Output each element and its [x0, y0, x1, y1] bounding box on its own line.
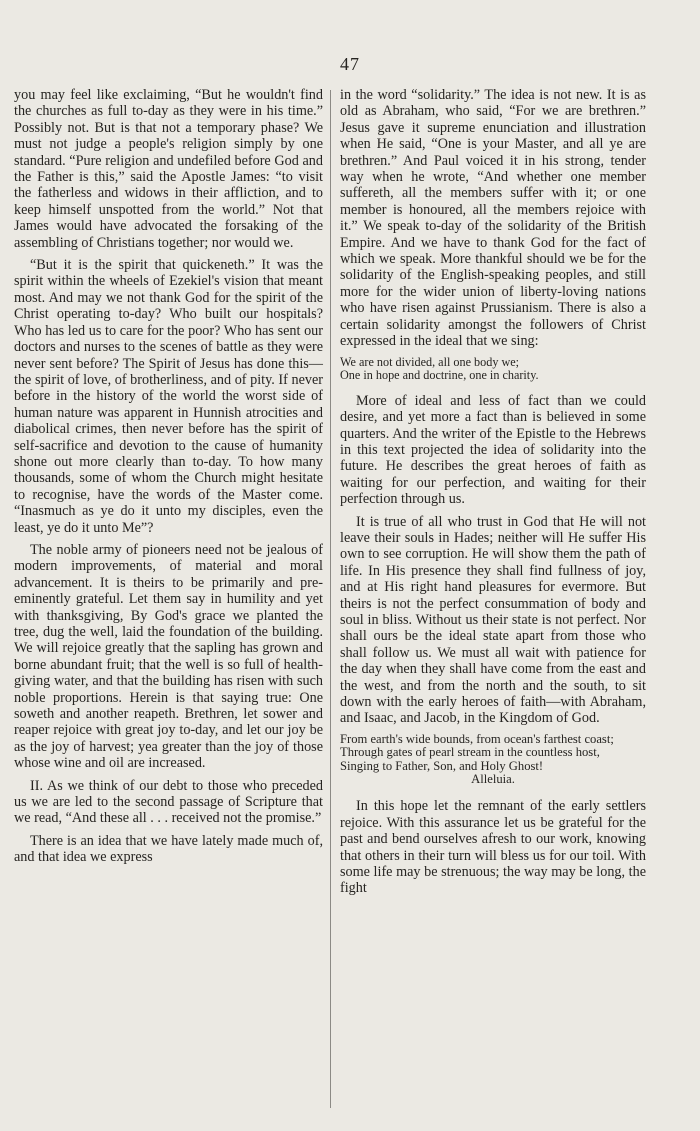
hymn-quote	[340, 356, 646, 383]
verse-line: We are not divided, all one body we;	[340, 354, 520, 369]
verse-line: Alleluia.	[471, 772, 515, 787]
hymn-quote	[340, 733, 646, 787]
paragraph: More of ideal and less of fact than we could desire, and yet more a fact than is believed in some quarters. And the writer of the Epistle to the Hebrews in this text projected the idea of solidarity into the future. He describes the great heroes of faith as waiting for our perfection, and waiting for their perfection through us.	[340, 392, 646, 508]
verse-line: Through gates of pearl stream in the countless host,	[340, 745, 600, 760]
paragraph: In this hope let the remnant of the early settlers rejoice. With this assurance let us be grateful for the past and bend ourselves afresh to our work, knowing that others in their turn will bless us for our toil. With some life may be strenuous; the way may be long, the fight	[340, 798, 646, 897]
paragraph: It is true of all who trust in God that He will not leave their souls in Hades; neither will He suffer His own to see corruption. He will show them the path of life. In His presence they shall find fullness of joy, and at His right hand pleasures for evermore. But theirs is not the perfect consummation of body and soul in bliss. Without us their state is not perfect. Nor shall ours be the ideal state apart from those who shall follow us. We must all wait with patience for the day when they shall have come from the east and the west, and from the north and the south, to sit down with the early heroes of faith—with Abraham, and Isaac, and Jacob, in the Kingdom of God.	[340, 513, 646, 727]
right-column	[340, 87, 646, 903]
paragraph: II. As we think of our debt to those who preceded us we are led to the second passage of Scripture that we read, “And these all . . . received not the promise.”	[14, 777, 323, 827]
paragraph: “But it is the spirit that quickeneth.” It was the spirit within the wheels of Ezekiel's vision that meant most. And may we not thank God for the spirit of the Christ operating to-day? Who built our hospitals? Who has led us to care for the poor? Who has sent our doctors and nurses to the scenes of battle as they were never sent before? The Spirit of Jesus has done this—the spirit of love, of brotherliness, and of pity. If never before in the history of the world the worst side of human nature was apparent in Hunnish atrocities and diabolical crimes, then never before has the spirit of self-sacrifice and devotion to the cause of humanity shone out more clearly than to-day. To how many thousands, some of whom the Church might hesitate to recognise, have the words of the Master come. “Inasmuch as ye do it unto my disciples, even the least, ye do it unto Me”?	[14, 257, 323, 536]
paragraph: There is an idea that we have lately made much of, and that idea we express	[14, 832, 323, 866]
left-column	[14, 87, 323, 872]
verse-line: From earth's wide bounds, from ocean's farthest coast;	[340, 731, 614, 746]
page-number: 47	[340, 54, 360, 74]
verse-line: One in hope and doctrine, one in charity.	[340, 368, 539, 383]
paragraph: you may feel like exclaiming, “But he wouldn't find the churches as full to-day as they were in his time.” Possibly not. But is that not a temporary phase? We must not judge a people's religion simply by one standard. “Pure religion and undefiled before God and the Father is this,” said the Apostle James: “to visit the fatherless and widows in their affliction, and to keep himself unspotted from the world.” Not that James would have advocated the forsaking of the assembling of Christians together; nor would we.	[14, 87, 323, 251]
verse-line: Singing to Father, Son, and Holy Ghost!	[340, 758, 544, 773]
paragraph: in the word “solidarity.” The idea is not new. It is as old as Abraham, who said, “For we are brethren.” Jesus gave it supreme enunciation and illustration when He said, “One is your Master, and all ye are brethren.” And Paul voiced it in his strong, tender way when he wrote, “And whether one member suffereth, all the members suffer with it; or one member is honoured, all the members rejoice with it.” We speak to-day of the solidarity of the British Empire. And we have to thank God for the fact of which we speak. More thankful should we be for the solidarity of the English-speaking peoples, and still more for the wider union of liberty-loving nations who have risen against Prussianism. There is also a certain solidarity amongst the followers of Christ expressed in the ideal that we sing:	[340, 87, 646, 350]
paragraph: The noble army of pioneers need not be jealous of modern improvements, of material and moral advancement. It is theirs to be primarily and pre-eminently grateful. Let them say in humility and yet with thanksgiving, By God's grace we planted the tree, dug the well, laid the foundation of the building. We will rejoice greatly that the sapling has grown and borne abundant fruit; that the well is so full of health-giving water, and that the building has risen with such noble proportions. Herein is that saying true: One soweth and another reapeth. Brethren, let sower and reaper rejoice with great joy to-day, and let our joy be as the joy of harvest; yea greater than the joy of those whose wine and oil are increased.	[14, 541, 323, 772]
column-divider	[330, 90, 331, 1108]
